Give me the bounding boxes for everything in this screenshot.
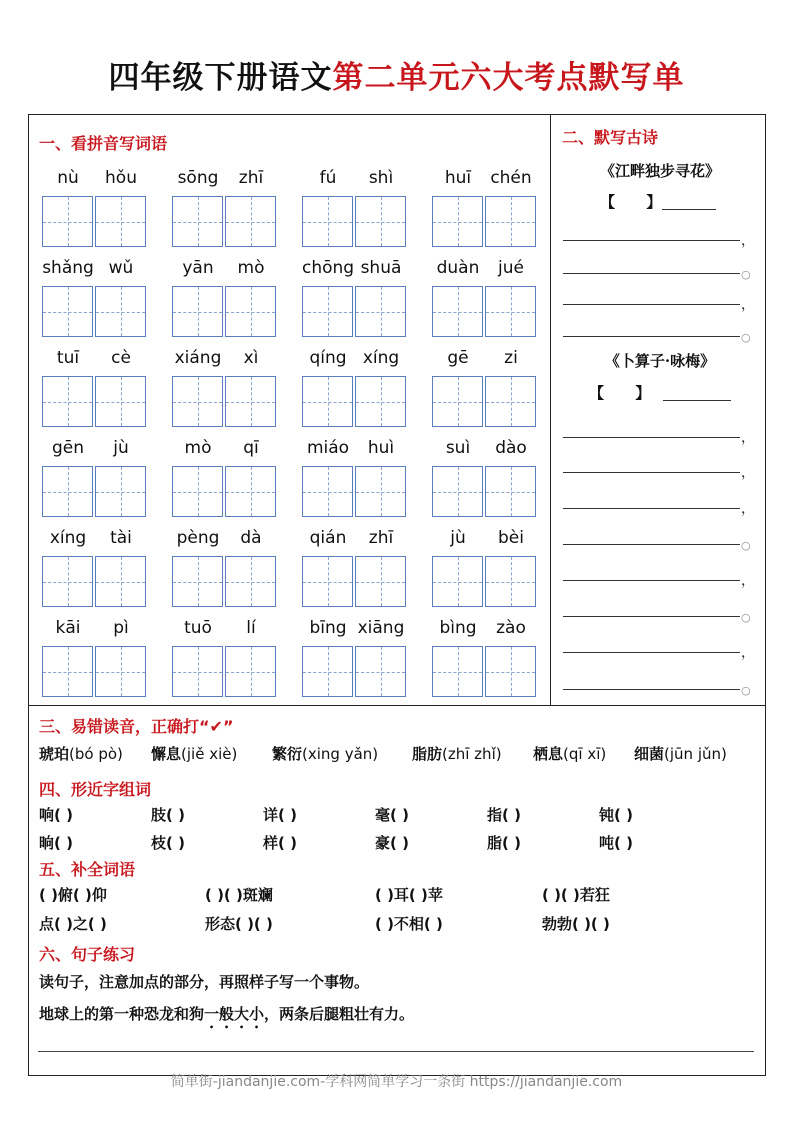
tianzige-cells	[302, 376, 406, 427]
pinyin-label: lí	[246, 618, 256, 638]
writing-cell[interactable]	[42, 466, 93, 517]
pinyin-label: bèi	[498, 528, 524, 548]
pinyin-label: xì	[243, 348, 259, 368]
comma-mark: ，	[741, 297, 755, 313]
writing-cell[interactable]	[432, 646, 483, 697]
writing-cell[interactable]	[302, 556, 353, 607]
writing-cell[interactable]	[42, 286, 93, 337]
poem2-title: 《卜算子·咏梅》	[604, 352, 716, 370]
poem-answer-line[interactable]	[563, 689, 740, 690]
writing-cell[interactable]	[432, 556, 483, 607]
tianzige-cells	[302, 196, 406, 247]
tianzige-cells	[172, 556, 276, 607]
section5-title: 五、补全词语	[39, 860, 136, 879]
pronunciation-item	[634, 743, 727, 764]
comma-mark: ，	[741, 501, 755, 517]
pinyin-label: dà	[240, 528, 262, 548]
writing-cell[interactable]	[302, 286, 353, 337]
section6-sentence: 地球上的第一种恐龙和狗一般大小，两条后腿粗壮有力。	[39, 1005, 415, 1023]
tianzige-cells	[432, 466, 536, 517]
poem-answer-line[interactable]	[563, 437, 740, 438]
period-mark: ○	[741, 331, 751, 344]
similar-char-blank[interactable]: 指( )	[487, 806, 521, 824]
pinyin-label: tài	[110, 528, 132, 548]
pinyin-label: jù	[113, 438, 129, 458]
writing-cell[interactable]	[432, 196, 483, 247]
writing-cell[interactable]	[172, 556, 223, 607]
tianzige-cells	[432, 646, 536, 697]
writing-cell[interactable]	[95, 466, 146, 517]
pinyin-label: gēn	[51, 438, 85, 458]
tianzige-cells	[42, 466, 146, 517]
period-mark: ○	[741, 268, 751, 281]
pinyin-label: huì	[367, 438, 395, 458]
writing-cell[interactable]	[225, 286, 276, 337]
poem-answer-line[interactable]	[563, 580, 740, 581]
tianzige-cells	[172, 466, 276, 517]
comma-mark: ，	[741, 573, 755, 589]
tianzige-cells	[432, 376, 536, 427]
period-mark: ○	[741, 684, 751, 697]
section1-title: 一、看拼音写词语	[39, 134, 168, 153]
idiom-blank[interactable]: ( )( )若狂	[542, 886, 610, 904]
poem-answer-line[interactable]	[563, 616, 740, 617]
writing-cell[interactable]	[485, 646, 536, 697]
writing-cell[interactable]	[95, 286, 146, 337]
pinyin-label: jù	[450, 528, 466, 548]
item-word: 繁衍	[272, 745, 303, 763]
section4-title: 四、形近字组词	[39, 780, 152, 799]
writing-cell[interactable]	[355, 466, 406, 517]
pinyin-label: qíng	[309, 348, 347, 368]
title-red: 第二单元六大考点默写单	[332, 60, 685, 96]
item-word: 脂肪	[412, 745, 443, 763]
pinyin-label: nù	[57, 168, 79, 188]
item-pinyin-options[interactable]: (qī xī)	[563, 745, 607, 763]
idiom-blank[interactable]: ( )耳( )苹	[375, 886, 443, 904]
item-word: 细菌	[634, 745, 665, 763]
poem-answer-line[interactable]	[563, 508, 740, 509]
item-pinyin-options[interactable]: (zhī zhǐ)	[442, 745, 502, 763]
pinyin-label: jué	[498, 258, 524, 278]
idiom-blank[interactable]: ( )( )斑斓	[205, 886, 273, 904]
tianzige-cells	[42, 196, 146, 247]
writing-cell[interactable]	[42, 376, 93, 427]
tianzige-cells	[302, 286, 406, 337]
similar-char-blank[interactable]: 枝( )	[151, 834, 185, 852]
pinyin-label: qī	[243, 438, 259, 458]
page-title	[0, 52, 793, 97]
writing-cell[interactable]	[225, 646, 276, 697]
poem-answer-line[interactable]	[563, 544, 740, 545]
item-pinyin-options[interactable]: (jiě xiè)	[181, 745, 238, 763]
idiom-blank[interactable]: ( )不相( )	[375, 915, 443, 933]
pronunciation-item	[412, 743, 502, 764]
similar-char-blank[interactable]: 脂( )	[487, 834, 521, 852]
pinyin-label: miáo	[306, 438, 350, 458]
poem-answer-line[interactable]	[563, 240, 740, 241]
poem-answer-line[interactable]	[563, 472, 740, 473]
period-mark: ○	[741, 539, 751, 552]
section3-title: 三、易错读音，正确打“✔”	[39, 717, 234, 736]
pronunciation-item	[39, 743, 123, 764]
pinyin-label: shuā	[360, 258, 402, 278]
tianzige-cells	[302, 466, 406, 517]
writing-cell[interactable]	[95, 376, 146, 427]
item-word: 琥珀	[39, 745, 70, 763]
writing-cell[interactable]	[225, 196, 276, 247]
section6-title: 六、句子练习	[39, 945, 136, 964]
pinyin-label: pèng	[176, 528, 220, 548]
dotted-phrase: 一般大小	[204, 1005, 265, 1023]
pinyin-label: shǎng	[42, 258, 94, 278]
pinyin-label: bīng	[309, 618, 347, 638]
writing-cell[interactable]	[172, 196, 223, 247]
similar-char-blank[interactable]: 肢( )	[151, 806, 185, 824]
writing-cell[interactable]	[355, 556, 406, 607]
pinyin-label: duàn	[436, 258, 480, 278]
pinyin-label: xíng	[362, 348, 400, 368]
tianzige-cells	[42, 646, 146, 697]
pinyin-label: mò	[237, 258, 265, 278]
item-pinyin-options[interactable]: (jūn jǔn)	[664, 745, 727, 763]
pinyin-label: shì	[368, 168, 394, 188]
pronunciation-item	[533, 743, 606, 764]
writing-cell[interactable]	[355, 196, 406, 247]
similar-char-blank[interactable]: 毫( )	[375, 806, 409, 824]
idiom-blank[interactable]: 勃勃( )( )	[542, 915, 610, 933]
pinyin-label: pì	[113, 618, 129, 638]
pinyin-label: zhī	[238, 168, 264, 188]
pinyin-label: mò	[184, 438, 212, 458]
comma-mark: ，	[741, 233, 755, 249]
pinyin-label: tuī	[56, 348, 80, 368]
answer-writing-line[interactable]	[38, 1051, 754, 1052]
writing-cell[interactable]	[355, 646, 406, 697]
tianzige-cells	[42, 376, 146, 427]
pronunciation-item	[151, 743, 237, 764]
writing-cell[interactable]	[485, 196, 536, 247]
writing-cell[interactable]	[42, 196, 93, 247]
tianzige-cells	[432, 286, 536, 337]
writing-cell[interactable]	[432, 286, 483, 337]
pinyin-label: yān	[182, 258, 214, 278]
writing-cell[interactable]	[172, 376, 223, 427]
period-mark: ○	[741, 611, 751, 624]
idiom-blank[interactable]: 点( )之( )	[39, 915, 107, 933]
pinyin-label: qián	[309, 528, 347, 548]
similar-char-blank[interactable]: 响( )	[39, 806, 73, 824]
writing-cell[interactable]	[95, 196, 146, 247]
section6-instruction: 读句子，注意加点的部分，再照样子写一个事物。	[39, 973, 370, 991]
pinyin-label: kāi	[55, 618, 81, 638]
title-black: 四年级下册语文	[108, 60, 333, 96]
writing-cell[interactable]	[432, 376, 483, 427]
tianzige-cells	[432, 196, 536, 247]
writing-cell[interactable]	[355, 286, 406, 337]
writing-cell[interactable]	[302, 376, 353, 427]
section2-title: 二、默写古诗	[562, 128, 659, 147]
similar-char-blank[interactable]: 吨( )	[599, 834, 633, 852]
item-word: 栖息	[533, 745, 564, 763]
writing-cell[interactable]	[355, 376, 406, 427]
tianzige-cells	[172, 286, 276, 337]
pinyin-label: dào	[495, 438, 527, 458]
writing-cell[interactable]	[432, 466, 483, 517]
writing-cell[interactable]	[42, 646, 93, 697]
writing-cell[interactable]	[95, 556, 146, 607]
tianzige-cells	[42, 556, 146, 607]
writing-cell[interactable]	[225, 376, 276, 427]
pinyin-label: zi	[504, 348, 518, 368]
writing-cell[interactable]	[95, 646, 146, 697]
tianzige-cells	[42, 286, 146, 337]
item-pinyin-options[interactable]: (bó pò)	[69, 745, 123, 763]
writing-cell[interactable]	[302, 466, 353, 517]
pinyin-label: tuō	[184, 618, 212, 638]
pinyin-label: huī	[444, 168, 472, 188]
pinyin-label: cè	[111, 348, 131, 368]
pinyin-label: xiāng	[357, 618, 405, 638]
footer-watermark: 简单街-jiandanjie.com-学科网简单学习一条街 https://jiandanjie.com	[170, 1074, 623, 1090]
check-icon: ✔	[209, 717, 223, 736]
pinyin-label: suì	[445, 438, 471, 458]
comma-mark: ，	[741, 645, 755, 661]
idiom-blank[interactable]: 形态( )( )	[205, 915, 273, 933]
poem-answer-line[interactable]	[563, 652, 740, 653]
pinyin-label: gē	[447, 348, 469, 368]
poem-answer-line[interactable]	[563, 304, 740, 305]
similar-char-blank[interactable]: 详( )	[263, 806, 297, 824]
poem2-author-line[interactable]	[663, 400, 731, 401]
pinyin-label: chōng	[302, 258, 355, 278]
tianzige-cells	[302, 646, 406, 697]
similar-char-blank[interactable]: 钝( )	[599, 806, 633, 824]
poem1-author-bracket: 【 】	[600, 193, 662, 211]
tianzige-cells	[172, 196, 276, 247]
poem1-author-line[interactable]	[662, 209, 716, 210]
pinyin-label: zhī	[368, 528, 394, 548]
item-word: 懈息	[151, 745, 182, 763]
pinyin-label: xiáng	[174, 348, 222, 368]
similar-char-blank[interactable]: 晌( )	[39, 834, 73, 852]
item-pinyin-options[interactable]: (xing yǎn)	[302, 745, 379, 763]
pinyin-label: bìng	[439, 618, 477, 638]
writing-cell[interactable]	[225, 466, 276, 517]
pinyin-label: xíng	[49, 528, 87, 548]
similar-char-blank[interactable]: 豪( )	[375, 834, 409, 852]
writing-cell[interactable]	[485, 376, 536, 427]
tianzige-cells	[302, 556, 406, 607]
pinyin-label: chén	[490, 168, 532, 188]
tianzige-cells	[172, 376, 276, 427]
poem1-title: 《江畔独步寻花》	[599, 162, 720, 180]
similar-char-blank[interactable]: 样( )	[263, 834, 297, 852]
pinyin-label: hǒu	[105, 168, 137, 188]
poem-answer-line[interactable]	[563, 273, 740, 274]
writing-cell[interactable]	[172, 466, 223, 517]
pinyin-label: wǔ	[108, 258, 134, 278]
poem2-author-bracket: 【 】	[589, 384, 651, 402]
writing-cell[interactable]	[485, 466, 536, 517]
writing-cell[interactable]	[172, 646, 223, 697]
writing-cell[interactable]	[485, 556, 536, 607]
writing-cell[interactable]	[302, 646, 353, 697]
idiom-blank[interactable]: ( )俯( )仰	[39, 886, 107, 904]
writing-cell[interactable]	[225, 556, 276, 607]
writing-cell[interactable]	[485, 286, 536, 337]
writing-cell[interactable]	[172, 286, 223, 337]
pinyin-label: sōng	[177, 168, 219, 188]
tianzige-cells	[172, 646, 276, 697]
pinyin-label: zào	[496, 618, 526, 638]
pronunciation-item	[272, 743, 378, 764]
comma-mark: ，	[741, 430, 755, 446]
tianzige-cells	[432, 556, 536, 607]
comma-mark: ，	[741, 465, 755, 481]
column-divider	[550, 114, 551, 706]
poem-answer-line[interactable]	[563, 336, 740, 337]
pinyin-label: fú	[319, 168, 337, 188]
writing-cell[interactable]	[42, 556, 93, 607]
writing-cell[interactable]	[302, 196, 353, 247]
